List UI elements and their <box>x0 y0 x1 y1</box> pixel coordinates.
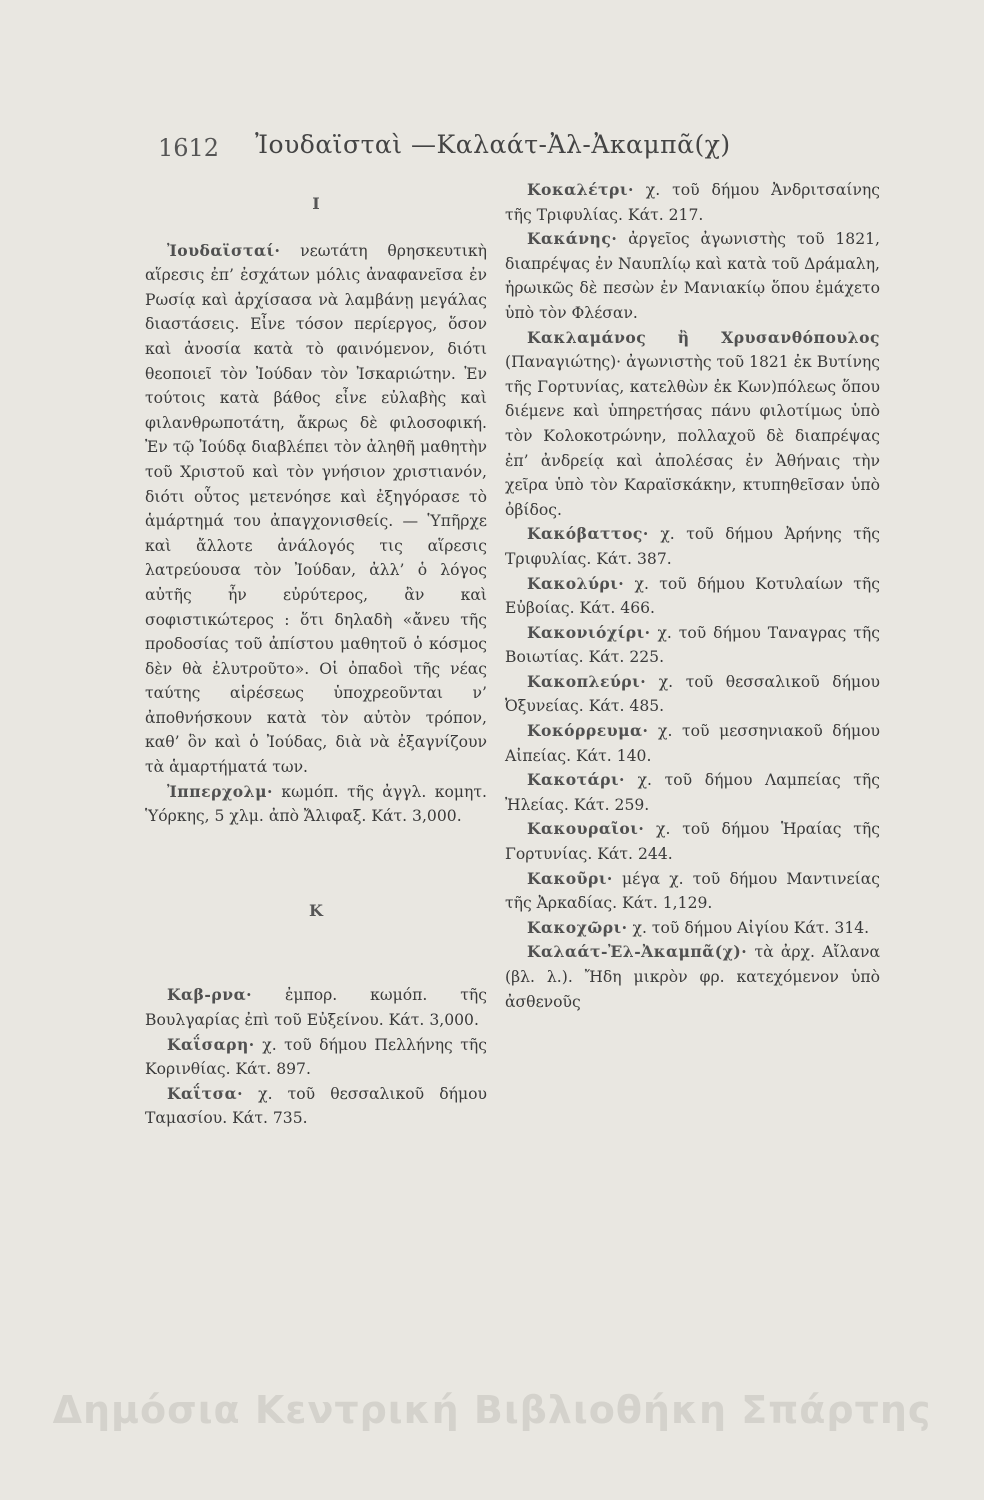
entry <box>505 572 880 621</box>
entry-text: τὰ ἀρχ. Αἴλανα (βλ. λ.). Ἤδη μικρὸν φρ. κατεχόμενον ὑπὸ ἀσθενοῦς <box>505 943 880 1011</box>
entry-headword: Κακοχῶρι· <box>527 917 628 937</box>
entry-headword: Κοκαλέτρι· <box>527 180 634 199</box>
entry <box>505 768 880 817</box>
entry <box>145 1033 487 1082</box>
entry-headword: Κακονιόχίρι· <box>527 622 651 642</box>
library-watermark: Δημόσια Κεντρική Βιβλιοθήκη Σπάρτης <box>52 1388 932 1432</box>
entry-headword: Κακοῦρι· <box>527 868 613 888</box>
entry <box>505 522 880 571</box>
entry-text: χ. τοῦ δήμου Πελλήνης τῆς Κορινθίας. Κάτ. 897. <box>145 1035 487 1079</box>
entry-headword: Κακοπλεύρι· <box>527 671 647 691</box>
entry <box>505 817 880 866</box>
entry-text: χ. τοῦ μεσσηνιακοῦ δήμου Αἰπείας. Κάτ. 140. <box>505 722 880 765</box>
entry <box>505 326 880 523</box>
entry-text: χ. τοῦ δήμου Ἀνδριτσαίνης τῆς Τριφυλίας. Κάτ. 217. <box>505 181 880 224</box>
running-title: Ἰουδαϊσταὶ —Καλαάτ-Ἀλ-Ἀκαμπᾶ(χ) <box>255 130 731 159</box>
entry-text: ἀργεῖος ἀγωνιστὴς τοῦ 1821, διαπρέψας ἐν Ναυπλίῳ καὶ κατὰ τοῦ Δράμαλη, ἡρωικῶς δὲ πεσὼν ἐν Μανιακίῳ ὅπου ἐμάχετο ὑπὸ τὸν Φλέσαν. <box>505 230 880 322</box>
entry-text: χ. τοῦ θεσσαλικοῦ δήμου Ταμασίου. Κάτ. 735. <box>145 1084 487 1128</box>
entry-text: (Παναγιώτης)· ἀγωνιστὴς τοῦ 1821 ἐκ Βυτίνης τῆς Γορτυνίας, κατελθὼν ἐκ Κων)πόλεως ὅπου διέμενε καὶ ὑπηρετήσας πάνυ φιλοτίμως ὑπὸ τὸν Κολοκοτρώνην, πολλαχοῦ δὲ διαπρέψας ἐπ’ ἀνδρείᾳ καὶ ἀπολέσας ἐν Ἀθήναις τὴν χεῖρα ὑπὸ τὸν Καραϊσκάκην, κτυπηθεῖσαν ὑπὸ ὀβίδος. <box>505 353 880 519</box>
entry <box>505 867 880 916</box>
entry-headword: Καΐσαρη· <box>167 1034 255 1054</box>
entry-text: χ. τοῦ δήμου Ἀρήνης τῆς Τριφυλίας. Κάτ. 387. <box>505 525 880 568</box>
entry-text: χ. τοῦ δήμου Λαμπείας τῆς Ἠλείας. Κάτ. 259. <box>505 771 880 814</box>
entry-headword: Κακουραῖοι· <box>527 819 645 839</box>
right-column <box>505 178 880 1014</box>
entry <box>145 1082 487 1131</box>
section-heading-i: I <box>312 194 320 213</box>
entry-text: χ. τοῦ δήμου Ἡραίας τῆς Γορτυνίας. Κάτ. 244. <box>505 820 880 864</box>
entry-headword: Καλαάτ-Ἐλ-Ἀκαμπᾶ(χ)· <box>527 942 748 962</box>
entry-text: χ. τοῦ θεσσαλικοῦ δήμου Ὀξυνείας. Κάτ. 485. <box>505 672 880 716</box>
entry-headword: Καβ-ρνα· <box>167 985 252 1005</box>
left-column <box>145 178 487 1131</box>
entry <box>145 780 487 829</box>
entry-headword: Ἰππερχολμ· <box>167 781 273 801</box>
entry-text: χ. τοῦ δήμου Αἰγίου Κάτ. 314. <box>627 918 870 937</box>
entry <box>505 916 880 941</box>
entry <box>505 670 880 719</box>
page-number: 1612 <box>158 134 220 162</box>
entry <box>505 940 880 1014</box>
entry <box>505 227 880 325</box>
entry-headword: Κακοτάρι· <box>527 770 625 790</box>
entry-headword: Κακλαμάνος ἢ Χρυσανθόπουλος <box>527 327 880 347</box>
entry-text: νεωτάτη θρησκευτικὴ αἵρεσις ἐπ’ ἐσχάτων μόλις ἀναφανεῖσα ἐν Ρωσίᾳ καὶ ἀρχίσασα νὰ λαμβάνῃ μεγάλας διαστάσεις. Εἶνε τόσον περίεργος, ὅσον καὶ ἀνοσία κατὰ τὸ φαινόμενον, διότι θεοποιεῖ τὸν Ἰούδαν τὸν Ἰσκαριώτην. Ἐν τούτοις κατὰ βάθος εἶνε εὐλαβὴς καὶ φιλανθρωποτάτη, ἄκρως δὲ φιλοσοφική. Ἐν τῷ Ἰούδᾳ διαβλέπει τὸν ἀληθῆ μαθητὴν τοῦ Χριστοῦ καὶ τὸν γνήσιον χριστιανόν, διότι οὗτος μετενόησε καὶ ἐξηγόρασε τὸ ἁμάρτημά του ἀπαγχονισθείς. — Ὑπῆρχε καὶ ἄλλοτε ἀνάλογός τις αἵρεσις λατρεύουσα τὸν Ἰούδαν, ἀλλ’ ὁ λόγος αὐτῆς ἦν εὐρύτερος, ἂν καὶ σοφιστικώτερος : ὅτι δηλαδὴ «ἄνευ τῆς προδοσίας τοῦ ἀπίστου μαθητοῦ ὁ κόσμος δὲν θὰ ἐλυτροῦτο». Οἱ ὀπαδοὶ τῆς νέας ταύτης αἱρέσεως ὑποχρεοῦνται ν’ ἀποθνήσκουν κατὰ τὸν αὐτὸν τρόπον, καθ’ ὃν καὶ ὁ Ἰούδας, διὰ νὰ ἐξαγνίζουν τὰ ἁμαρτήματά των. <box>145 241 487 777</box>
entry-headword: Κοκόρρευμα· <box>527 721 649 741</box>
entry-headword: Καΐτσα· <box>167 1083 244 1103</box>
entry-text: χ. τοῦ δήμου Κοτυλαίων τῆς Εὐβοίας. Κάτ. 466. <box>505 574 880 618</box>
entry-text: κωμόπ. τῆς ἀγγλ. κομητ. Ὑόρκης, 5 χλμ. ἀπὸ Ἄλιφαξ. Κάτ. 3,000. <box>145 782 487 826</box>
entry-headword: Ἰουδαϊσταί· <box>167 240 281 260</box>
entry <box>505 621 880 670</box>
section-heading-k: K <box>309 900 323 920</box>
entry <box>505 719 880 768</box>
entry-text: χ. τοῦ δήμου Ταναγρας τῆς Βοιωτίας. Κάτ. 225. <box>505 623 880 667</box>
entry <box>505 178 880 227</box>
entry-text: ἐμπορ. κωμόπ. τῆς Βουλγαρίας ἐπὶ τοῦ Εὐξείνου. Κάτ. 3,000. <box>145 986 487 1030</box>
entry <box>145 983 487 1032</box>
entry-headword: Κακολύρι· <box>527 573 625 593</box>
entry-headword: Κακάνης· <box>527 229 618 249</box>
entry-text: μέγα χ. τοῦ δήμου Μαντινείας τῆς Ἀρκαδίας. Κάτ. 1,129. <box>505 869 880 913</box>
entry-headword: Κακόβαττος· <box>527 524 649 544</box>
entry <box>145 239 487 780</box>
